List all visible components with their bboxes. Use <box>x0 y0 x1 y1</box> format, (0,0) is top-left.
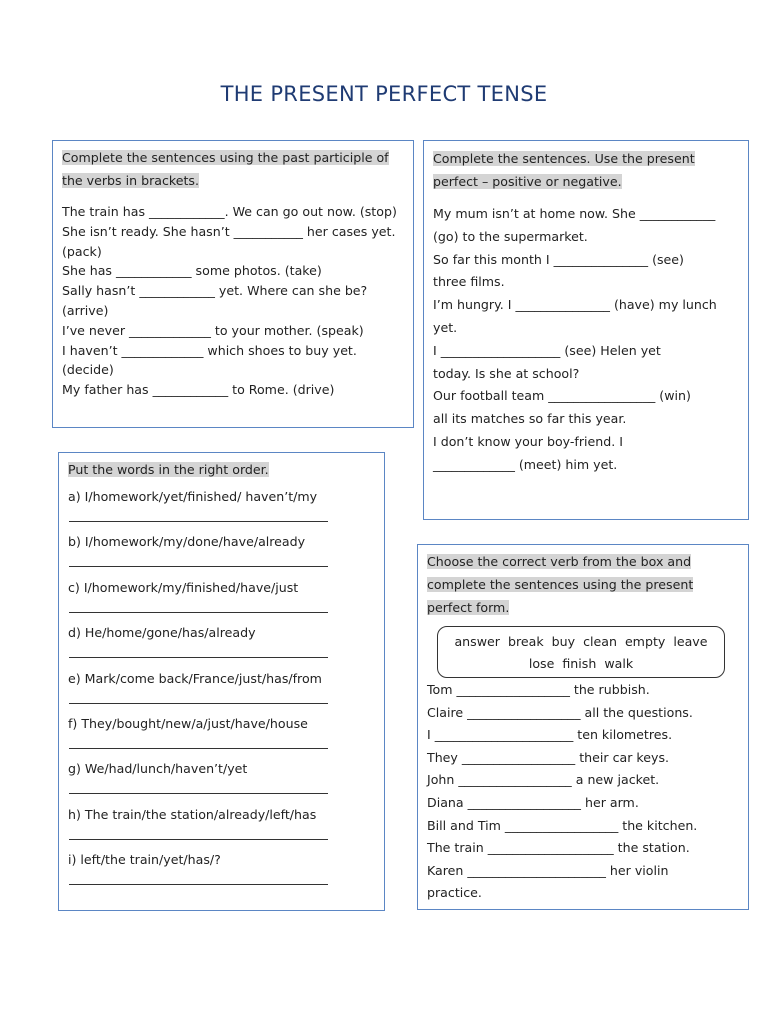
instruction-line: Put the words in the right order. <box>68 462 269 477</box>
order-item <box>68 532 376 577</box>
instruction <box>62 146 405 192</box>
sentence: Diana __________________ her arm. <box>427 794 639 810</box>
sentence: Sally hasn’t ____________ yet. Where can she be? (arrive) <box>62 283 368 318</box>
answer-line[interactable] <box>69 779 328 794</box>
order-item <box>68 805 376 850</box>
sentence: I’ve never _____________ to your mother. (speak) <box>62 322 364 338</box>
sentence: She isn’t ready. She hasn’t ___________ her cases yet. (pack) <box>62 223 396 259</box>
sentence: Claire __________________ all the questions. <box>427 704 693 720</box>
instruction-line: the verbs in brackets. <box>62 173 199 188</box>
text-line: yet. <box>433 319 458 335</box>
word-prompt: a) I/homework/yet/finished/ haven’t/my <box>68 489 318 504</box>
sentence: John __________________ a new jacket. <box>427 772 660 788</box>
answer-line[interactable] <box>69 689 328 704</box>
sentence: Bill and Tim __________________ the kitchen. <box>427 817 698 833</box>
sentence: I ______________________ ten kilometres. <box>427 727 673 743</box>
answer-line[interactable] <box>69 825 328 840</box>
instruction-line: Complete the sentences. Use the present <box>433 151 695 166</box>
sentence: They __________________ their car keys. <box>427 749 670 765</box>
text-line: I ___________________ (see) Helen yet <box>433 342 661 358</box>
text-line: all its matches so far this year. <box>433 411 627 427</box>
word-prompt: g) We/had/lunch/haven’t/yet <box>68 761 248 777</box>
sentence: The train has ____________. We can go out now. (stop) <box>62 204 397 219</box>
text-line: _____________ (meet) him yet. <box>433 456 618 472</box>
verb-word: empty <box>624 634 666 649</box>
instruction-line: perfect – positive or negative. <box>433 174 622 189</box>
exercise-positive-negative <box>423 140 749 520</box>
text-line: (go) to the supermarket. <box>433 228 588 244</box>
instruction-line: Complete the sentences using the past participle of <box>62 150 389 165</box>
instruction-line: complete the sentences using the present <box>427 577 694 592</box>
instruction <box>427 550 740 619</box>
exercise-word-order <box>58 452 385 911</box>
answer-line[interactable] <box>69 643 328 658</box>
text-line: Our football team _________________ (win) <box>433 388 691 404</box>
answer-line[interactable] <box>69 598 328 613</box>
verb-word: finish <box>562 656 597 671</box>
word-prompt: f) They/bought/new/a/just/have/house <box>68 715 308 731</box>
verb-word: buy <box>551 634 576 649</box>
sentence: practice. <box>427 885 482 901</box>
verb-row <box>446 631 716 653</box>
instruction <box>68 458 376 481</box>
word-prompt: h) The train/the station/already/left/has <box>68 806 317 822</box>
text-line: So far this month I _______________ (see) <box>433 251 684 267</box>
exercise-past-participle <box>52 140 414 428</box>
order-item <box>68 850 376 895</box>
word-prompt: e) Mark/come back/France/just/has/from <box>68 670 322 686</box>
order-item <box>68 759 376 804</box>
answer-line[interactable] <box>69 734 328 749</box>
sentence: My father has ____________ to Rome. (drive) <box>62 382 335 398</box>
word-prompt: c) I/homework/my/finished/have/just <box>68 579 299 595</box>
instruction <box>433 147 740 193</box>
text-line: My mum isn’t at home now. She ____________ <box>433 206 716 221</box>
word-prompt: b) I/homework/my/done/have/already <box>68 534 306 550</box>
text-line: today. Is she at school? <box>433 365 580 381</box>
sentence: Tom __________________ the rubbish. <box>427 682 650 697</box>
verb-word: walk <box>604 656 634 671</box>
text-line: I’m hungry. I _______________ (have) my lunch <box>433 297 717 313</box>
verb-row <box>446 653 716 675</box>
answer-line[interactable] <box>69 507 328 522</box>
text-line: I don’t know your boy-friend. I <box>433 433 623 449</box>
order-item <box>68 669 376 714</box>
order-item <box>68 623 376 668</box>
answer-line[interactable] <box>69 552 328 567</box>
word-prompt: i) left/the train/yet/has/? <box>68 852 221 868</box>
verb-word: clean <box>583 634 617 649</box>
page-title: THE PRESENT PERFECT TENSE <box>220 82 548 106</box>
sentence: She has ____________ some photos. (take) <box>62 263 322 279</box>
verb-word: break <box>507 634 544 649</box>
order-item <box>68 487 376 532</box>
answer-line[interactable] <box>69 870 328 885</box>
verb-word: answer <box>454 634 500 649</box>
sentence: I haven’t _____________ which shoes to buy yet. (decide) <box>62 342 357 378</box>
word-prompt: d) He/home/gone/has/already <box>68 625 256 641</box>
instruction-line: Choose the correct verb from the box and <box>427 554 692 569</box>
text-line: three films. <box>433 274 505 290</box>
verb-word: lose <box>528 656 555 671</box>
sentence: The train ____________________ the station. <box>427 840 690 856</box>
exercise-verb-box <box>417 544 749 910</box>
instruction-line: perfect form. <box>427 600 510 615</box>
order-item <box>68 714 376 759</box>
sentence: Karen ______________________ her violin <box>427 862 669 878</box>
verb-word-box <box>437 626 725 678</box>
verb-word: leave <box>673 634 708 649</box>
order-item <box>68 578 376 623</box>
